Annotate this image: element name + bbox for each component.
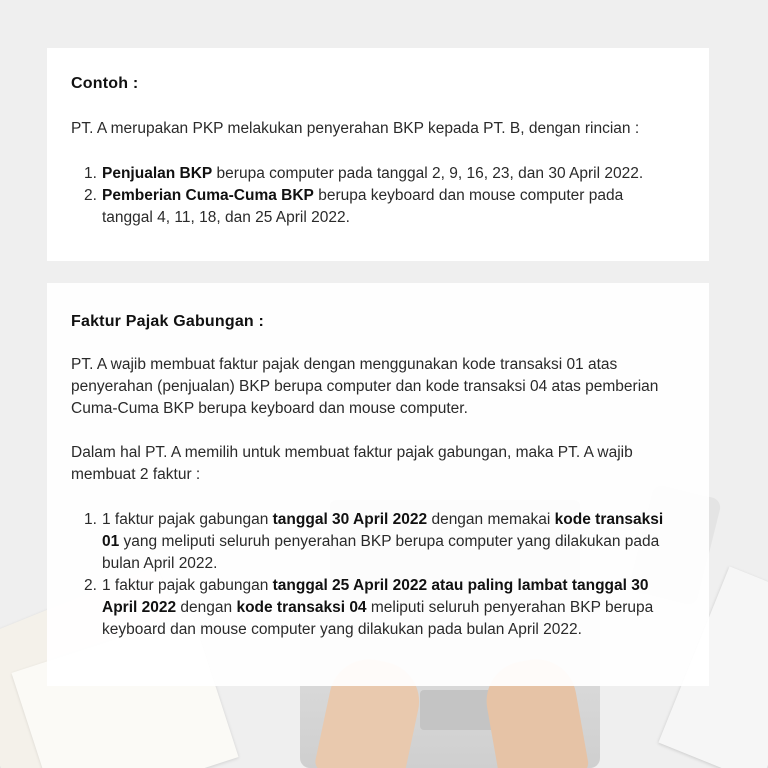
item-bold: kode transaksi 04: [236, 599, 367, 616]
item-text: 1 faktur pajak gabungan: [102, 511, 273, 528]
example-list: [71, 163, 671, 229]
example-intro: PT. A merupakan PKP melakukan penyerahan BKP kepada PT. B, dengan rincian :: [71, 120, 640, 137]
list-number: 2.: [84, 187, 97, 204]
example-card: [47, 48, 709, 261]
item-text: 1 faktur pajak gabungan: [102, 577, 273, 594]
list-item: [71, 509, 669, 575]
item-bold: tanggal 25 April 2022 atau paling lambat tanggal 30 April 2022: [102, 577, 649, 616]
item-text: berupa keyboard dan mouse computer pada tanggal 4, 11, 18, dan 25 April 2022.: [102, 187, 624, 226]
paragraph-1: PT. A wajib membuat faktur pajak dengan menggunakan kode transaksi 01 atas penyerahan (penjualan) BKP berupa computer dan kode transaksi 04 atas pemberian Cuma-Cuma BKP berupa keyboard dan mouse computer.: [71, 356, 659, 417]
item-bold: Penjualan BKP: [102, 165, 213, 182]
item-text: berupa computer pada tanggal 2, 9, 16, 23, dan 30 April 2022.: [212, 165, 644, 182]
paragraph-2: Dalam hal PT. A memilih untuk membuat faktur pajak gabungan, maka PT. A wajib membuat 2 faktur :: [71, 444, 633, 483]
combined-invoice-heading: Faktur Pajak Gabungan :: [71, 313, 265, 330]
item-text: meliputi seluruh penyerahan BKP berupa keyboard dan mouse computer yang dilakukan pada bulan April 2022.: [102, 599, 654, 638]
list-item: [71, 185, 671, 229]
item-bold: tanggal 30 April 2022: [272, 511, 428, 528]
item-text: dengan memakai: [427, 511, 555, 528]
combined-invoice-card: [47, 283, 709, 686]
list-number: 2.: [84, 577, 97, 594]
example-heading: Contoh :: [71, 75, 139, 92]
item-text: dengan: [176, 599, 237, 616]
list-number: 1.: [84, 165, 97, 182]
item-text: yang meliputi seluruh penyerahan BKP berupa computer yang dilakukan pada bulan April 2022.: [102, 533, 660, 572]
list-item: [71, 575, 669, 641]
item-bold: kode transaksi 01: [102, 511, 664, 550]
invoice-list: [71, 509, 669, 641]
list-item: [71, 163, 671, 185]
item-bold: Pemberian Cuma-Cuma BKP: [102, 187, 314, 204]
list-number: 1.: [84, 511, 97, 528]
